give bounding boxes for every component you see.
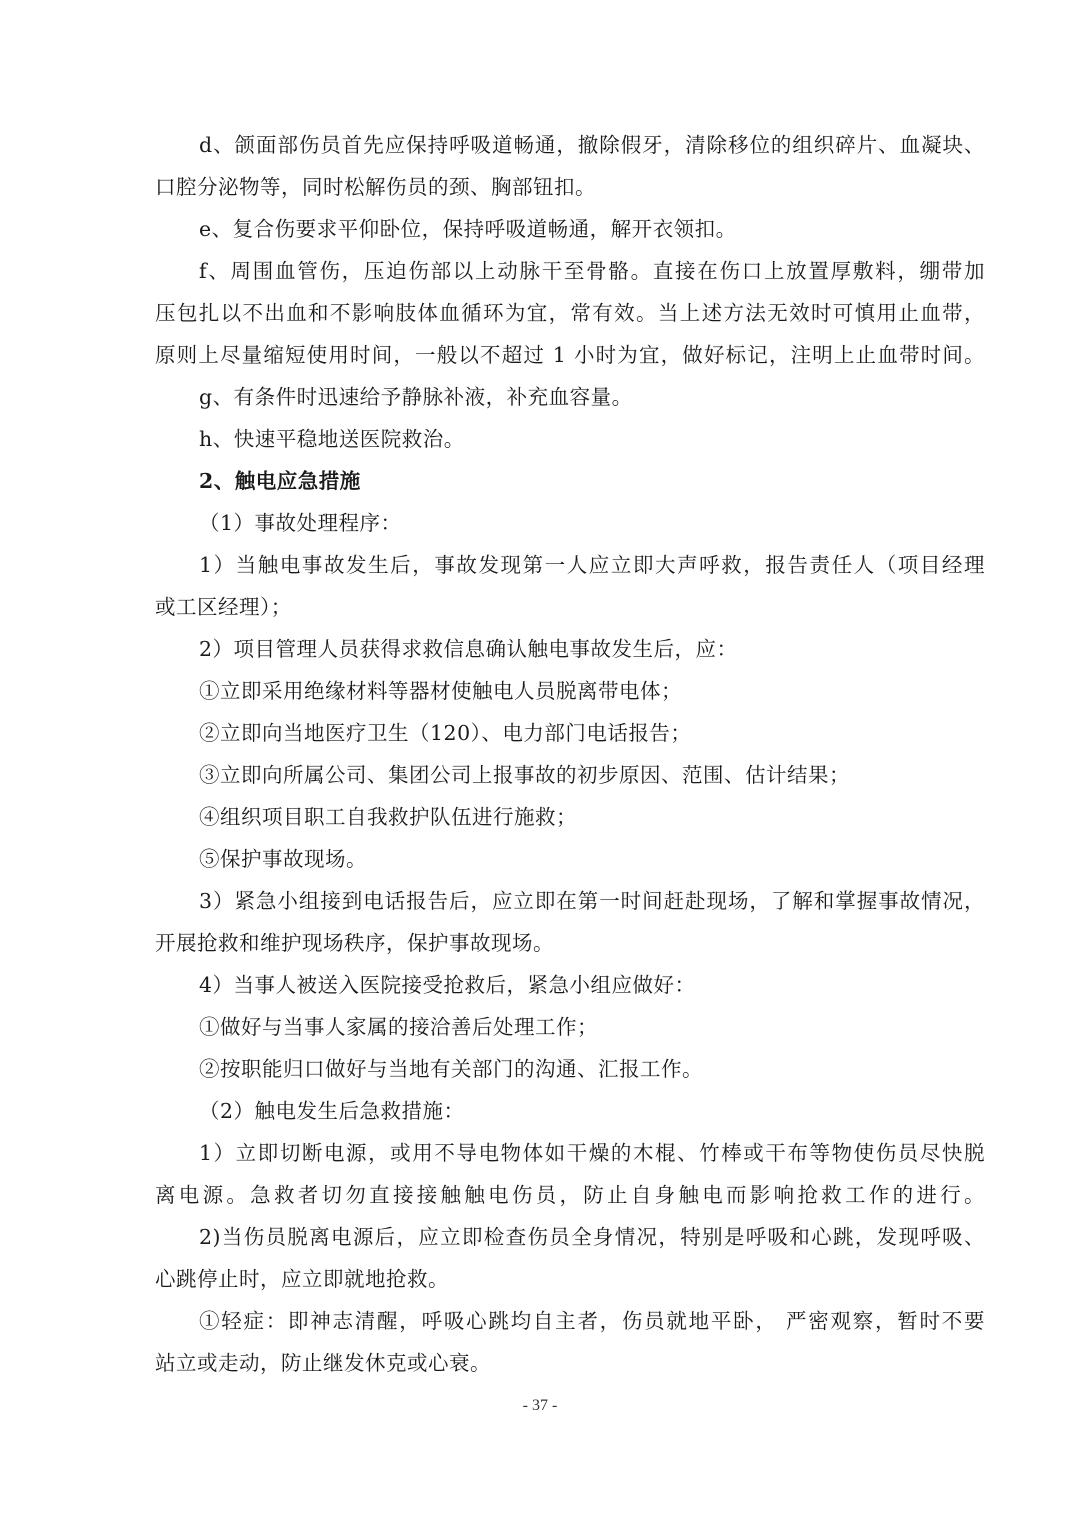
- text-line: 离电源。急救者切勿直接接触触电伤员，防止自身触电而影响抢救工作的进行。: [155, 1183, 985, 1207]
- text-line: （2）触电发生后急救措施：: [199, 1099, 465, 1123]
- document-body: [155, 124, 985, 1384]
- text-line: d、颌面部伤员首先应保持呼吸道畅通，撤除假牙，清除移位的组织碎片、血凝块、: [199, 133, 985, 157]
- text-line: 3）紧急小组接到电话报告后，应立即在第一时间赶赴现场，了解和掌握事故情况，: [199, 889, 985, 913]
- text-line: 1）立即切断电源，或用不导电物体如干燥的木棍、竹棒或干布等物使伤员尽快脱: [199, 1141, 985, 1165]
- text-line: ④组织项目职工自我救护队伍进行施救；: [199, 805, 577, 829]
- text-line: 口腔分泌物等，同时松解伤员的颈、胸部钮扣。: [155, 175, 596, 199]
- text-line: ⑤保护事故现场。: [199, 847, 367, 871]
- text-line: 或工区经理）；: [155, 595, 292, 619]
- text-line: g、有条件时迅速给予静脉补液，补充血容量。: [199, 385, 633, 409]
- text-line: ①立即采用绝缘材料等器材使触电人员脱离带电体；: [199, 679, 682, 703]
- text-line: 2）项目管理人员获得求救信息确认触电事故发生后，应：: [199, 637, 738, 661]
- text-line: ①轻症：即神志清醒，呼吸心跳均自主者，伤员就地平卧， 严密观察，暂时不要: [199, 1309, 985, 1333]
- text-line: e、复合伤要求平仰卧位，保持呼吸道畅通，解开衣领扣。: [199, 217, 737, 241]
- page-number: - 37 -: [522, 1397, 558, 1414]
- text-line: h、快速平稳地送医院救治。: [199, 427, 465, 451]
- text-line: 4）当事人被送入医院接受抢救后，紧急小组应做好：: [199, 973, 696, 997]
- text-line: ②按职能归口做好与当地有关部门的沟通、汇报工作。: [199, 1057, 703, 1081]
- text-line: f、周围血管伤，压迫伤部以上动脉干至骨骼。直接在伤口上放置厚敷料，绷带加: [199, 259, 985, 283]
- text-line: ①做好与当事人家属的接洽善后处理工作；: [199, 1015, 598, 1039]
- text-line: ②立即向当地医疗卫生（120）、电力部门电话报告；: [199, 721, 692, 745]
- text-line: 原则上尽量缩短使用时间，一般以不超过 1 小时为宜，做好标记，注明上止血带时间。: [155, 343, 985, 367]
- text-line: 2)当伤员脱离电源后，应立即检查伤员全身情况，特别是呼吸和心跳，发现呼吸、: [199, 1225, 985, 1249]
- text-line: 心跳停止时，应立即就地抢救。: [155, 1267, 449, 1291]
- section-heading: 2、触电应急措施: [199, 469, 361, 493]
- text-line: （1）事故处理程序：: [199, 511, 402, 535]
- text-line: 开展抢救和维护现场秩序，保护事故现场。: [155, 931, 554, 955]
- text-line: 1）当触电事故发生后，事故发现第一人应立即大声呼救，报告责任人（项目经理: [199, 553, 985, 577]
- text-line: 站立或走动，防止继发休克或心衰。: [155, 1351, 491, 1375]
- text-line: ③立即向所属公司、集团公司上报事故的初步原因、范围、估计结果；: [199, 763, 850, 787]
- text-line: 压包扎以不出血和不影响肢体血循环为宜，常有效。当上述方法无效时可慎用止血带，: [155, 301, 985, 325]
